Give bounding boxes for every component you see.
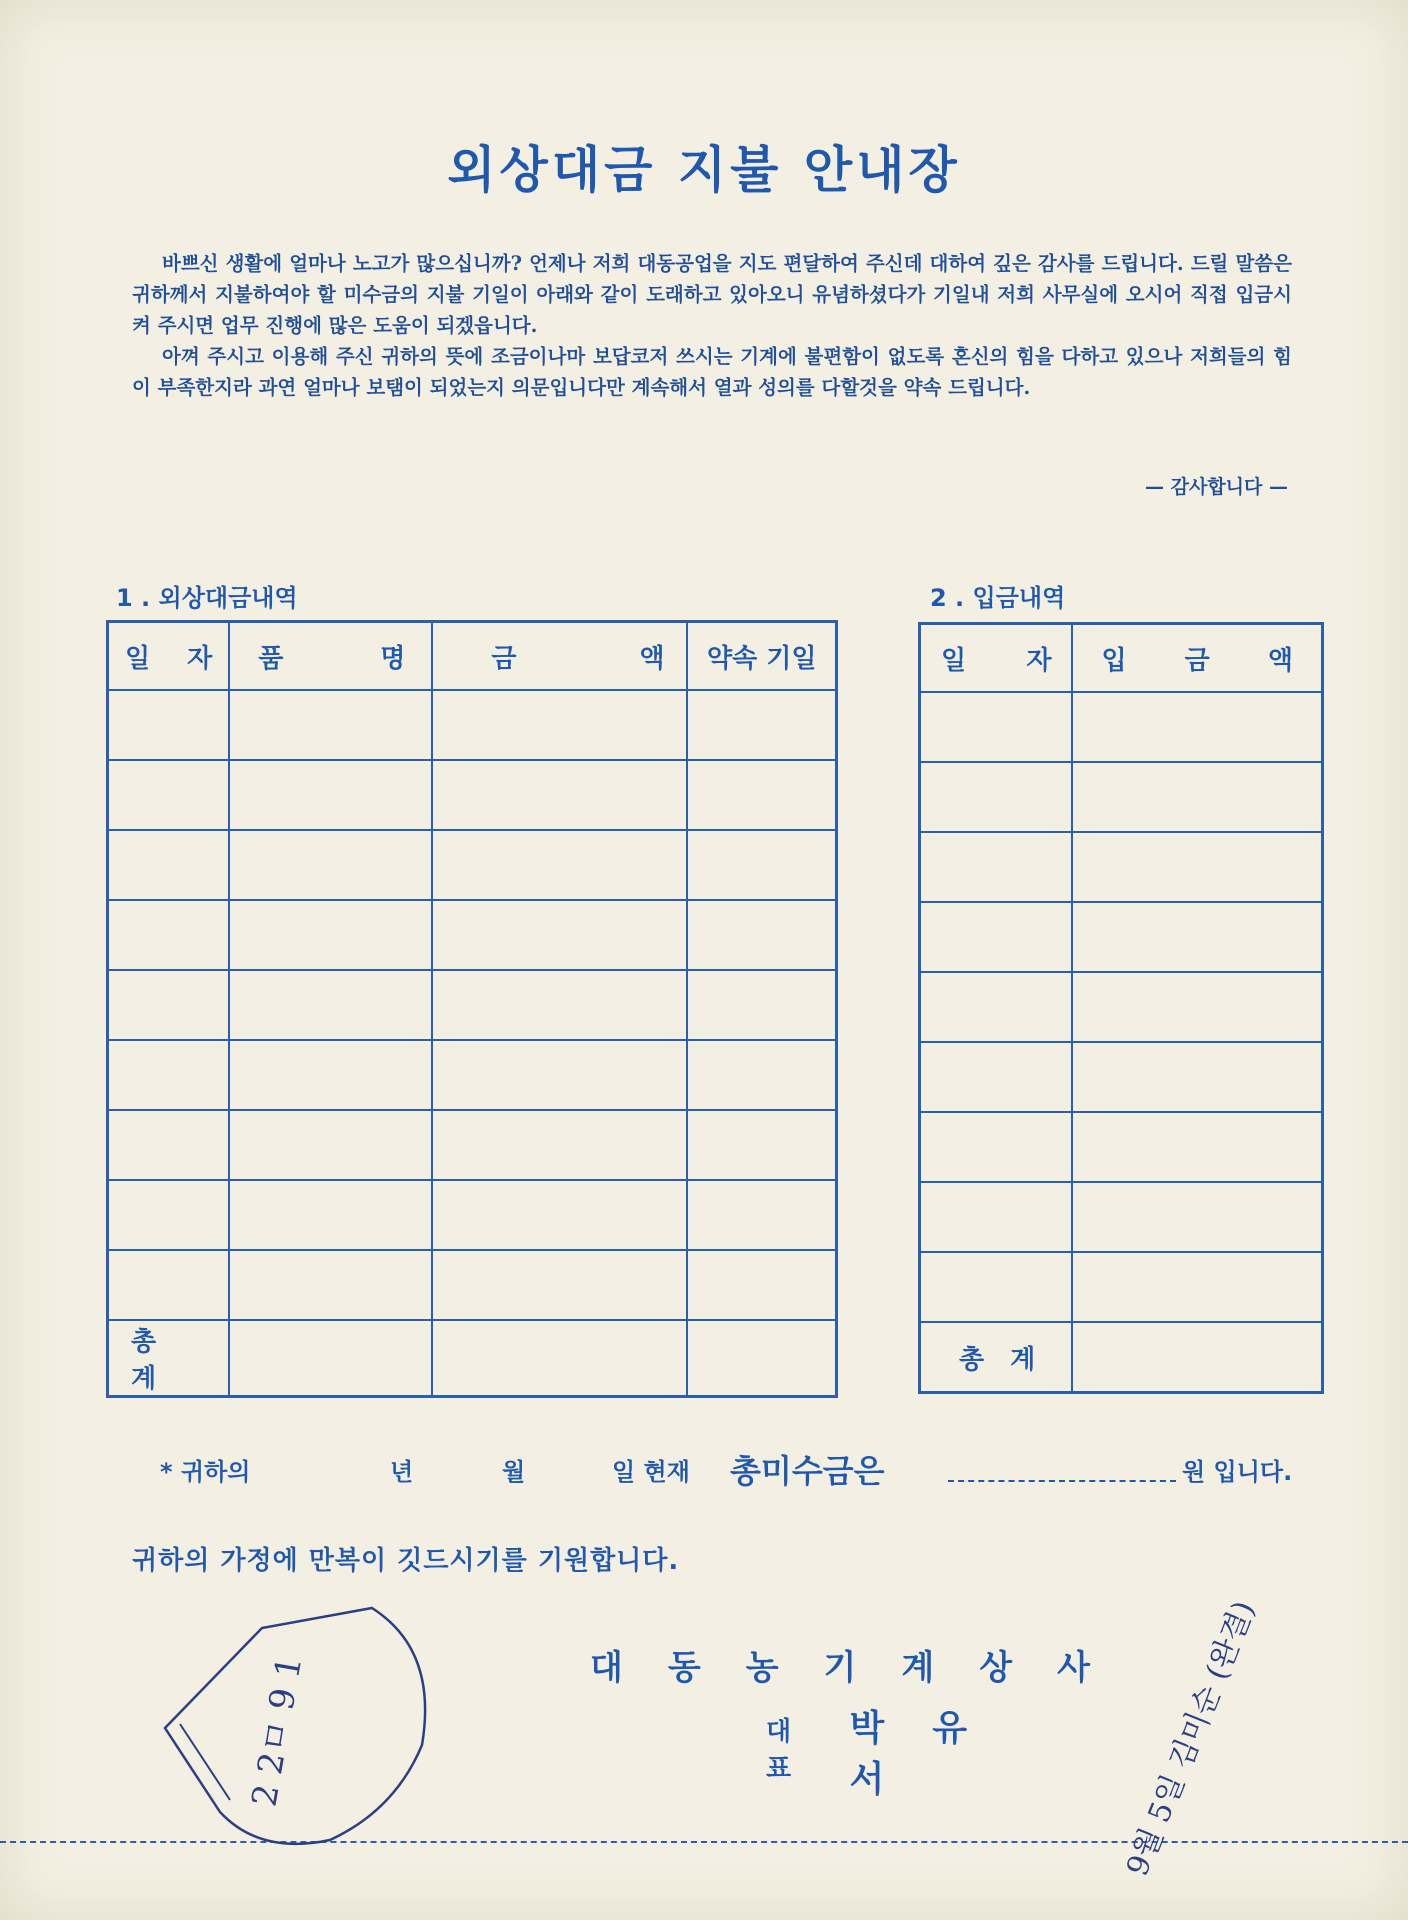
header-item-char-1: 품 (258, 643, 284, 674)
total-cell-amount[interactable] (432, 1320, 687, 1397)
cell-item[interactable] (229, 900, 432, 970)
cell-date[interactable] (108, 690, 230, 760)
header-date-char-1: 일 (125, 643, 151, 674)
cell-item[interactable] (229, 1110, 432, 1180)
total-label-text: 총계 (131, 1327, 183, 1394)
intro-paragraph-2: 아껴 주시고 이용해 주신 귀하의 뜻에 조금이나마 보답코저 쓰시는 기계에 불편함이 없도록 혼신의 힘을 다하고 있으나 저희들의 힘이 부족한지라 과연 얼마나 보탬이 되었는지 의문입니다만 계속해서 열과 성의를 다할것을 약속 드립니다. (132, 345, 1292, 399)
company-char: 농 (745, 1648, 779, 1688)
cell-deposit-amount[interactable] (1072, 832, 1322, 902)
table-header-row (108, 622, 837, 691)
notice-month: 월 (502, 1458, 526, 1486)
cell-date[interactable] (920, 972, 1073, 1042)
header-date (108, 622, 230, 691)
table-row (108, 1110, 837, 1180)
cell-date[interactable] (920, 902, 1073, 972)
cell-item[interactable] (229, 760, 432, 830)
cell-date[interactable] (108, 760, 230, 830)
cell-deposit-amount[interactable] (1072, 1112, 1322, 1182)
cell-promise[interactable] (687, 970, 836, 1040)
notice-day-now: 일 현재 (612, 1458, 690, 1486)
cell-date[interactable] (108, 830, 230, 900)
table-row (920, 972, 1323, 1042)
outstanding-table (106, 620, 838, 1398)
cell-date[interactable] (920, 832, 1073, 902)
table-row (920, 1252, 1323, 1322)
cell-item[interactable] (229, 970, 432, 1040)
company-char: 대 (590, 1648, 623, 1688)
cell-amount[interactable] (432, 900, 687, 970)
cell-item[interactable] (229, 1180, 432, 1250)
header-amount-char-2: 액 (639, 643, 665, 674)
cell-date[interactable] (108, 1040, 230, 1110)
cell-amount[interactable] (432, 1040, 687, 1110)
company-char: 계 (901, 1648, 935, 1688)
table-total-row (920, 1322, 1323, 1393)
cell-amount[interactable] (432, 1110, 687, 1180)
cell-date[interactable] (108, 970, 230, 1040)
table-row (920, 692, 1323, 762)
header-date-char-2: 자 (187, 643, 213, 674)
cell-date[interactable] (920, 1042, 1073, 1112)
handwritten-note-right: 9월 5일 김미순 (완결) (1119, 1596, 1263, 1881)
cell-promise[interactable] (687, 760, 836, 830)
table-row (920, 1182, 1323, 1252)
cell-amount[interactable] (432, 1250, 687, 1320)
section1-title: 1 . 외상대금내역 (116, 584, 298, 612)
representative (766, 1700, 1090, 1802)
notice-total-unpaid: 총미수금은 (730, 1452, 885, 1490)
cell-item[interactable] (229, 1250, 432, 1320)
table-row (920, 1112, 1323, 1182)
cell-promise[interactable] (687, 1250, 836, 1320)
header-item (229, 622, 432, 691)
page-title: 외상대금 지불 안내장 (447, 141, 961, 199)
cell-amount[interactable] (432, 690, 687, 760)
rep-name: 박유서 (849, 1708, 1016, 1800)
cell-item[interactable] (229, 830, 432, 900)
cell-amount[interactable] (432, 1180, 687, 1250)
unpaid-amount-blank[interactable] (948, 1452, 1176, 1482)
header-item-char-2: 명 (380, 643, 406, 674)
cell-promise[interactable] (687, 690, 836, 760)
cell-promise[interactable] (687, 1040, 836, 1110)
cell-deposit-amount[interactable] (1072, 902, 1322, 972)
header-deposit-char-2: 금 (1184, 645, 1210, 676)
intro-text (132, 248, 1292, 403)
cell-date[interactable] (108, 900, 230, 970)
handwritten-circle-mark (165, 1608, 425, 1844)
intro-paragraph-1: 바쁘신 생활에 얼마나 노고가 많으십니까? 언제나 저희 대동공업을 지도 편달하여 주신데 대하여 깊은 감사를 드립니다. 드릴 말씀은 귀하께서 지불하여야 할 미수금의 지불 기일이 아래와 같이 도래하고 있아오니 유념하셨다가 기일내 저희 사무실에 오시어 직접 입금시켜 주시면 업무 진행에 많은 도움이 되겠읍니다. (132, 252, 1292, 337)
cell-promise[interactable] (687, 900, 836, 970)
company-char: 동 (667, 1648, 701, 1688)
notice-year: 년 (390, 1458, 414, 1486)
header-date-char-2: 자 (1026, 645, 1052, 676)
table-row (108, 690, 837, 760)
table-row (920, 832, 1323, 902)
notice-prefix: * 귀하의 (160, 1458, 251, 1486)
company-char: 사 (1057, 1648, 1090, 1688)
handwritten-note-left: 2 2ㅁ 9 1 (244, 1653, 311, 1810)
table-row (108, 830, 837, 900)
total-cell-promise[interactable] (687, 1320, 836, 1397)
cell-date[interactable] (108, 1110, 230, 1180)
cell-deposit-amount[interactable] (1072, 1042, 1322, 1112)
company-name (590, 1640, 1090, 1689)
wish-text: 귀하의 가정에 만복이 깃드시기를 기원합니다. (132, 1546, 680, 1576)
cell-promise[interactable] (687, 830, 836, 900)
unpaid-notice (160, 1452, 1340, 1492)
cell-item[interactable] (229, 690, 432, 760)
header-deposit-char-1: 입 (1101, 645, 1127, 676)
table-row (920, 1042, 1323, 1112)
cell-deposit-amount[interactable] (1072, 1182, 1322, 1252)
cell-date[interactable] (920, 1182, 1073, 1252)
cell-deposit-amount[interactable] (1072, 972, 1322, 1042)
total-label (108, 1320, 230, 1397)
header-amount-char-1: 금 (491, 643, 517, 674)
table-total-row (108, 1320, 837, 1397)
table-row (920, 762, 1323, 832)
cell-deposit-amount[interactable] (1072, 692, 1322, 762)
rep-label: 대표 (766, 1717, 810, 1784)
company-char: 기 (823, 1648, 857, 1688)
cell-date[interactable] (108, 1250, 230, 1320)
thanks-text: — 감사합니다 — (1145, 476, 1288, 498)
header-deposit-char-3: 액 (1267, 645, 1293, 676)
header-promise-date: 약속 기일 (687, 622, 836, 691)
handwritten-slash-mark (180, 1724, 230, 1800)
table-header-row (920, 624, 1323, 693)
cell-date[interactable] (920, 762, 1073, 832)
total-cell-deposit[interactable] (1072, 1322, 1322, 1393)
cell-amount[interactable] (432, 970, 687, 1040)
table-row (108, 760, 837, 830)
table-row (108, 900, 837, 970)
cell-promise[interactable] (687, 1180, 836, 1250)
table-row (108, 970, 837, 1040)
cell-item[interactable] (229, 1040, 432, 1110)
table-row (108, 1040, 837, 1110)
notice-won: 원 입니다. (1182, 1458, 1293, 1486)
total-label (920, 1322, 1073, 1393)
header-date (920, 624, 1073, 693)
cell-amount[interactable] (432, 830, 687, 900)
cell-date[interactable] (108, 1180, 230, 1250)
total-cell-item[interactable] (229, 1320, 432, 1397)
cell-deposit-amount[interactable] (1072, 1252, 1322, 1322)
table-row (920, 902, 1323, 972)
cell-amount[interactable] (432, 760, 687, 830)
cell-date[interactable] (920, 1112, 1073, 1182)
company-char: 상 (979, 1648, 1013, 1688)
header-deposit-amount (1072, 624, 1322, 693)
cell-date[interactable] (920, 1252, 1073, 1322)
total-label-text: 총계 (959, 1344, 1062, 1375)
deposit-table (918, 622, 1324, 1394)
table-row (108, 1250, 837, 1320)
cell-deposit-amount[interactable] (1072, 762, 1322, 832)
cell-promise[interactable] (687, 1110, 836, 1180)
header-amount (432, 622, 687, 691)
cell-date[interactable] (920, 692, 1073, 762)
cut-line (0, 1841, 1408, 1843)
section2-title: 2 . 입금내역 (930, 584, 1066, 612)
table-row (108, 1180, 837, 1250)
header-date-char-1: 일 (941, 645, 967, 676)
